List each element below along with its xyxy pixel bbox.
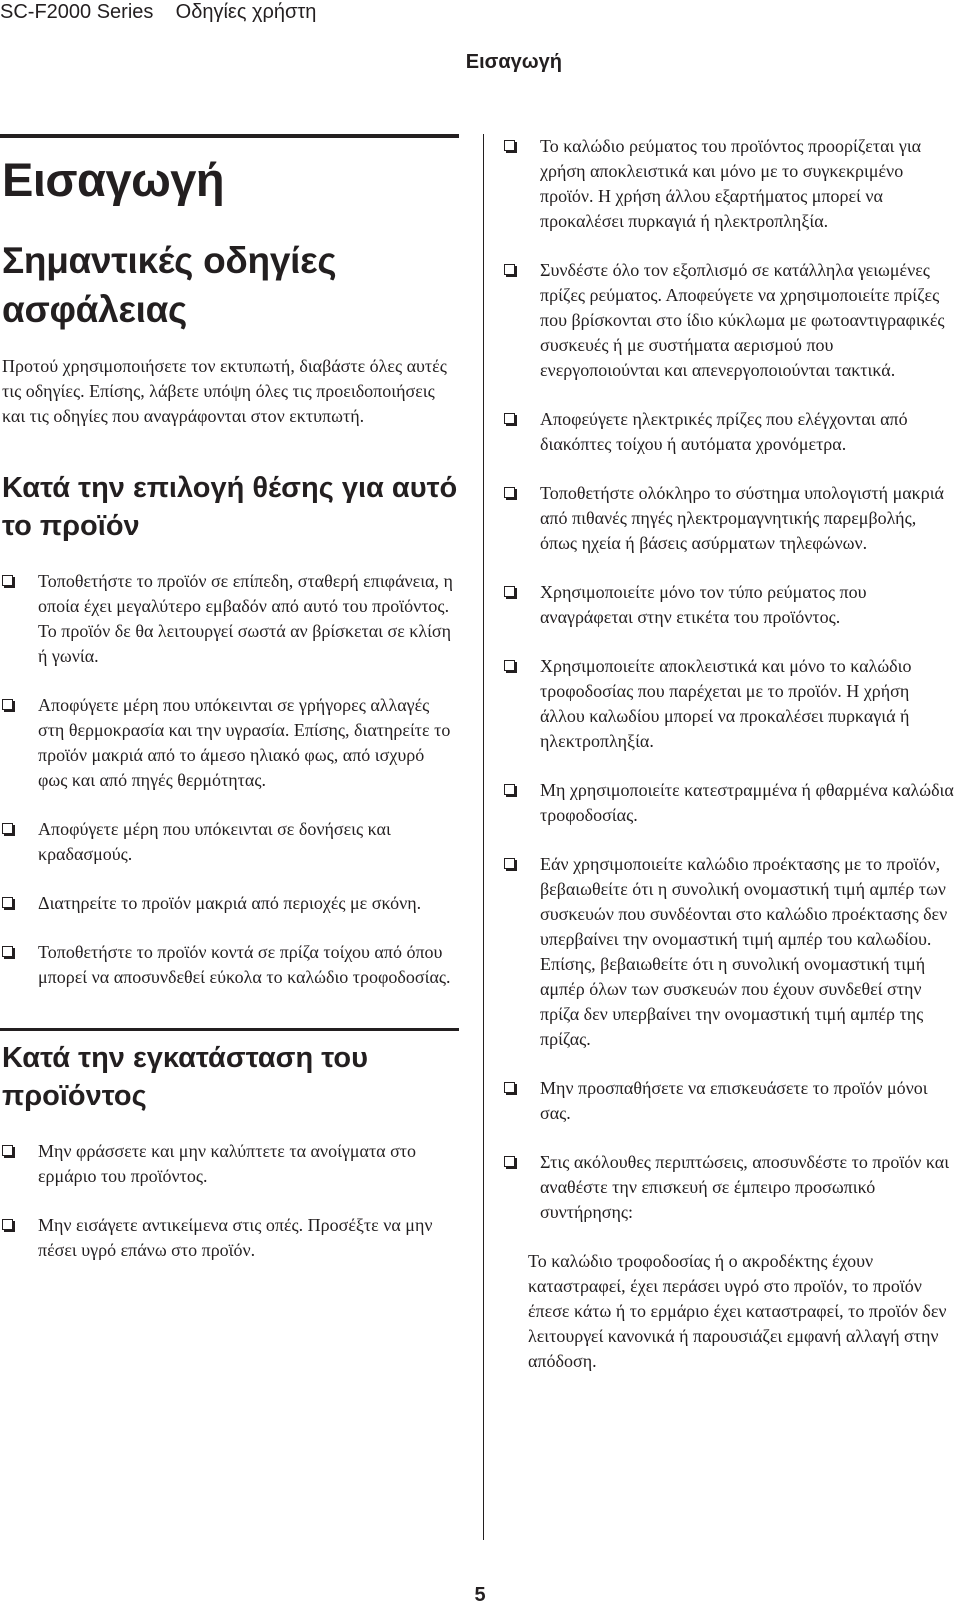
list-item: Μη χρησιμοποιείτε κατεστραμμένα ή φθαρμένα καλώδια τροφοδοσίας.: [502, 778, 960, 828]
left-column: [0, 134, 459, 1263]
location-list: [0, 569, 459, 990]
checkbox-bullet-icon: [2, 1219, 13, 1230]
list-item: Τοποθετήστε ολόκληρο το σύστημα υπολογιστή μακριά από πιθανές πηγές ηλεκτρομαγνητικής παρεμβολής, όπως ηχεία ή βάσεις ασύρματων τηλεφώνων.: [502, 481, 960, 556]
safety-heading: Σημαντικές οδηγίες ασφάλειας: [2, 240, 337, 330]
list-item: Μην εισάγετε αντικείμενα στις οπές. Προσέξτε να μην πέσει υγρό επάνω στο προϊόν.: [0, 1213, 459, 1263]
column-divider: [483, 134, 484, 1540]
list-item: Στις ακόλουθες περιπτώσεις, αποσυνδέστε το προϊόν και αναθέστε την επισκευή σε έμπειρο προσωπικό συντήρησης:: [502, 1150, 960, 1225]
checkbox-bullet-icon: [504, 660, 515, 671]
checkbox-bullet-icon: [2, 946, 13, 957]
checkbox-bullet-icon: [2, 1145, 13, 1156]
checkbox-bullet-icon: [504, 1156, 515, 1167]
list-item: Αποφύγετε μέρη που υπόκεινται σε δονήσεις και κραδασμούς.: [0, 817, 459, 867]
checkbox-bullet-icon: [2, 699, 13, 710]
document-title: Οδηγίες χρήστη: [175, 1, 317, 23]
checkbox-bullet-icon: [504, 858, 515, 869]
location-heading: Κατά την επιλογή θέσης για αυτό το προϊόν: [2, 472, 458, 542]
right-column: [502, 134, 960, 1374]
repair-conditions-paragraph: Το καλώδιο τροφοδοσίας ή ο ακροδέκτης έχουν καταστραφεί, έχει περάσει υγρό στο προϊόν, το προϊόν έπεσε κάτω ή το ερμάριο έχει καταστραφεί, το προϊόν δεν λειτουργεί κανονικά ή παρουσιάζει εμφανή αλλαγή στην απόδοση.: [528, 1251, 947, 1371]
checkbox-bullet-icon: [504, 784, 515, 795]
list-item: Χρησιμοποιείτε μόνο τον τύπο ρεύματος που αναγράφεται στην ετικέτα του προϊόντος.: [502, 580, 960, 630]
checkbox-bullet-icon: [504, 487, 515, 498]
section-rule: [0, 1028, 459, 1031]
install-heading: Κατά την εγκατάσταση του προϊόντος: [2, 1042, 368, 1112]
list-item: Συνδέστε όλο τον εξοπλισμό σε κατάλληλα γειωμένες πρίζες ρεύματος. Αποφεύγετε να χρησιμοποιείτε πρίζες που βρίσκονται στο ίδιο κύκλωμα με φωτοαντιγραφικές συσκευές ή με συστήματα αερισμού που ενεργοποιούνται και απενεργοποιούνται τακτικά.: [502, 258, 960, 383]
list-item: Τοποθετήστε το προϊόν κοντά σε πρίζα τοίχου από όπου μπορεί να αποσυνδεθεί εύκολα το καλώδιο τροφοδοσίας.: [0, 940, 459, 990]
checkbox-bullet-icon: [504, 586, 515, 597]
checkbox-bullet-icon: [504, 413, 515, 424]
checkbox-bullet-icon: [2, 897, 13, 908]
list-item: Αποφύγετε μέρη που υπόκεινται σε γρήγορες αλλαγές στη θερμοκρασία και την υγρασία. Επίσης, διατηρείτε το προϊόν μακριά από το άμεσο ηλιακό φως, από ισχυρό φως και από πηγές θερμότητας.: [0, 693, 459, 793]
list-item: Μην προσπαθήσετε να επισκευάσετε το προϊόν μόνοι σας.: [502, 1076, 960, 1126]
list-item: Το καλώδιο ρεύματος του προϊόντος προορίζεται για χρήση αποκλειστικά και μόνο με το συγκεκριμένο προϊόν. Η χρήση άλλου εξαρτήματος μπορεί να προκαλέσει πυρκαγιά ή ηλεκτροπληξία.: [502, 134, 960, 234]
page-number: 5: [474, 1584, 486, 1606]
install-list: [0, 1139, 459, 1263]
page-title: Εισαγωγή: [2, 153, 225, 206]
checkbox-bullet-icon: [2, 823, 13, 834]
checkbox-bullet-icon: [504, 264, 515, 275]
checkbox-bullet-icon: [504, 140, 515, 151]
list-item: Διατηρείτε το προϊόν μακριά από περιοχές με σκόνη.: [0, 891, 459, 916]
checkbox-bullet-icon: [2, 575, 13, 586]
list-item: Χρησιμοποιείτε αποκλειστικά και μόνο το καλώδιο τροφοδοσίας που παρέχεται με το προϊόν. Η χρήση άλλου καλωδίου μπορεί να προκαλέσει πυρκαγιά ή ηλεκτροπληξία.: [502, 654, 960, 754]
list-item: Τοποθετήστε το προϊόν σε επίπεδη, σταθερή επιφάνεια, η οποία έχει μεγαλύτερο εμβαδόν από αυτό του προϊόντος. Το προϊόν δε θα λειτουργεί σωστά αν βρίσκεται σε κλίση ή γωνία.: [0, 569, 459, 669]
list-item: Εάν χρησιμοποιείτε καλώδιο προέκτασης με το προϊόν, βεβαιωθείτε ότι η συνολική ονομαστική τιμή αμπέρ των συσκευών που συνδέονται στο καλώδιο προέκτασης δεν υπερβαίνει την ονομαστική τιμή αμπέρ του καλωδίου. Επίσης, βεβαιωθείτε ότι η συνολική ονομαστική τιμή αμπέρ όλων των συσκευών που έχουν συνδεθεί στην πρίζα δεν υπερβαίνει την ονομαστική τιμή αμπέρ της πρίζας.: [502, 852, 960, 1052]
list-item: Μην φράσσετε και μην καλύπτετε τα ανοίγματα στο ερμάριο του προϊόντος.: [0, 1139, 459, 1189]
running-header: [0, 0, 316, 24]
checkbox-bullet-icon: [504, 1082, 515, 1093]
section-header: Εισαγωγή: [465, 51, 562, 73]
list-item: Αποφεύγετε ηλεκτρικές πρίζες που ελέγχονται από διακόπτες τοίχου ή αυτόματα χρονόμετρα.: [502, 407, 960, 457]
power-safety-list: [502, 134, 960, 1225]
intro-paragraph: Προτού χρησιμοποιήσετε τον εκτυπωτή, διαβάστε όλες αυτές τις οδηγίες. Επίσης, λάβετε υπόψη όλες τις προειδοποιήσεις και τις οδηγίες που αναγράφονται στον εκτυπωτή.: [2, 356, 447, 426]
product-series: SC-F2000 Series: [0, 1, 154, 23]
title-rule: [0, 134, 459, 138]
